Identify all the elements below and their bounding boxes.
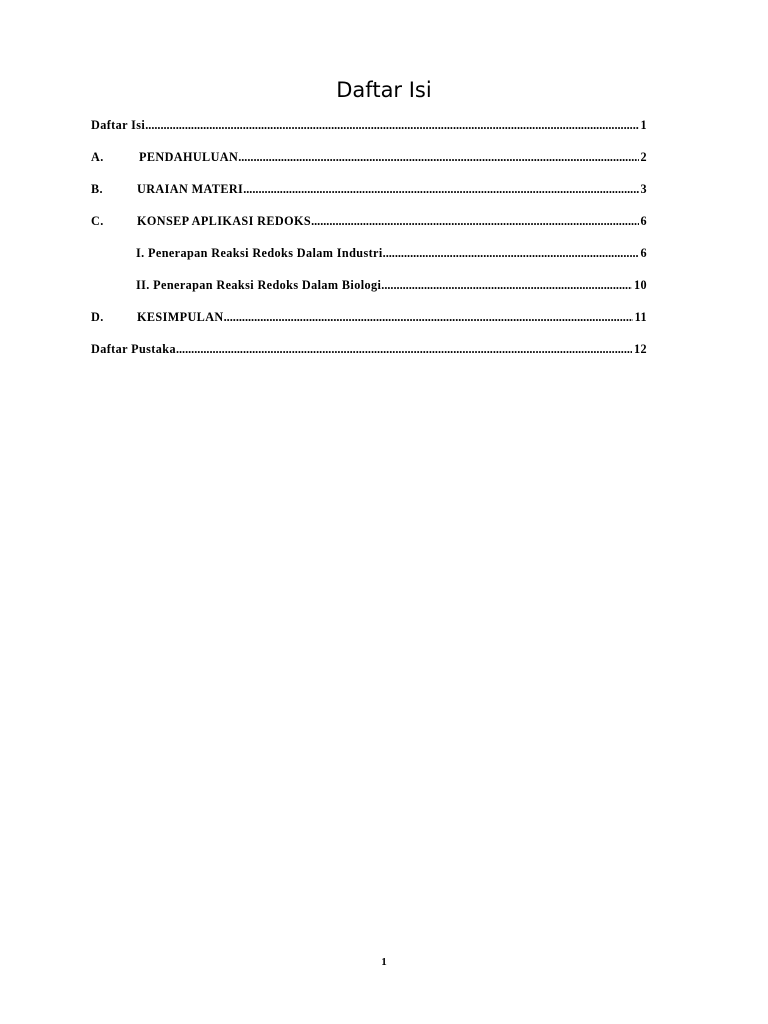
toc-label: KONSEP APLIKASI REDOKS [137,214,312,228]
toc-label: PENDAHULUAN [139,150,239,164]
toc-label: KESIMPULAN [137,310,224,324]
toc-number: B. [91,182,103,196]
toc-entry-daftar-pustaka[interactable] [91,342,647,360]
toc-page-number: 11 [634,310,647,324]
toc-leader-dots [145,118,638,133]
toc-leader-dots [238,150,638,165]
toc-entry-konsep-aplikasi-redoks[interactable] [91,214,647,232]
toc-label: URAIAN MATERI [137,182,244,196]
toc-number: D. [91,310,104,324]
toc-page-number: 10 [634,278,647,292]
toc-page-number: 2 [640,150,647,164]
toc-label: Daftar Isi [91,118,146,132]
toc-leader-dots [176,342,632,357]
toc-number: A. [91,150,104,164]
toc-number: C. [91,214,104,228]
toc-leader-dots [311,214,638,229]
toc-page-number: 6 [640,214,647,228]
toc-label: II. Penerapan Reaksi Redoks Dalam Biologi [136,278,382,292]
toc-leader-dots [243,182,638,197]
toc-leader-dots [381,278,632,293]
toc-entry-pendahuluan[interactable] [91,150,647,168]
toc-entry-daftar-isi[interactable] [91,118,647,136]
toc-entry-redoks-biologi[interactable] [91,278,647,296]
toc-leader-dots [383,246,639,261]
toc-label: Daftar Pustaka [91,342,176,356]
toc-entry-kesimpulan[interactable] [91,310,647,328]
footer-page-number: 1 [381,956,387,968]
toc-label: I. Penerapan Reaksi Redoks Dalam Industri [136,246,383,260]
toc-page-number: 12 [634,342,647,356]
toc-entry-redoks-industri[interactable] [91,246,647,264]
page-title: Daftar Isi [336,78,432,102]
toc-entry-uraian-materi[interactable] [91,182,647,200]
toc-leader-dots [224,310,633,325]
toc-page-number: 1 [640,118,647,132]
toc-page-number: 3 [640,182,647,196]
toc-page-number: 6 [640,246,647,260]
